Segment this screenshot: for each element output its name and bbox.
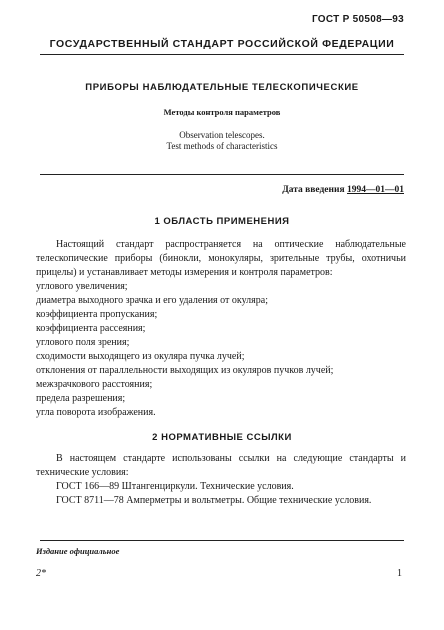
document-subtitle: Методы контроля параметров <box>163 107 281 117</box>
document-title-en: Observation telescopes. <box>179 130 265 140</box>
section-2-heading: 2 НОРМАТИВНЫЕ ССЫЛКИ <box>152 432 292 443</box>
section-2-intro: В настоящем стандарте использованы ссылки на следующие стандарты и технические условия: <box>36 453 406 478</box>
standard-type-heading: ГОСУДАРСТВЕННЫЙ СТАНДАРТ РОССИЙСКОЙ ФЕДЕРАЦИИ <box>49 38 395 50</box>
list-item: углового поля зрения; <box>36 337 130 348</box>
page-number: 1 <box>397 568 402 579</box>
header-rule-top <box>40 54 404 55</box>
list-item: углового увеличения; <box>36 281 128 292</box>
list-item: диаметра выходного зрачка и его удаления от окуляра; <box>36 295 268 306</box>
reference-item: ГОСТ 8711—78 Амперметры и вольтметры. Общие технические условия. <box>56 495 372 506</box>
signature-mark: 2* <box>36 568 46 579</box>
section-1-intro: Настоящий стандарт распространяется на оптические наблюдательные телескопические приборы (бинокли, монокуляры, зрительные трубы, охотничьи прицелы) и устанавливает методы измерения и контроля параметров: <box>36 239 406 278</box>
effective-date <box>282 185 404 195</box>
standard-code: ГОСТ Р 50508—93 <box>311 14 404 25</box>
list-item: отклонения от параллельности выходящих из окуляров пучков лучей; <box>36 365 334 376</box>
document-title: ПРИБОРЫ НАБЛЮДАТЕЛЬНЫЕ ТЕЛЕСКОПИЧЕСКИЕ <box>85 82 359 93</box>
reference-item: ГОСТ 166—89 Штангенциркули. Технические условия. <box>56 481 294 492</box>
list-item: угла поворота изображения. <box>36 407 156 418</box>
section-1-body <box>36 238 406 420</box>
effective-date-label: Дата введения <box>282 185 345 195</box>
list-item: межзрачкового расстояния; <box>36 379 153 390</box>
footer-rule <box>40 540 404 541</box>
official-edition-label: Издание официальное <box>36 546 120 556</box>
list-item: коэффициента рассеяния; <box>36 323 146 334</box>
list-item: коэффициента пропускания; <box>36 309 158 320</box>
list-item: предела разрешения; <box>36 393 126 404</box>
section-1-heading: 1 ОБЛАСТЬ ПРИМЕНЕНИЯ <box>154 216 290 227</box>
document-subtitle-en: Test methods of characteristics <box>166 141 278 151</box>
title-rule <box>40 174 404 175</box>
effective-date-value: 1994—01—01 <box>347 185 404 195</box>
list-item: сходимости выходящего из окуляра пучка лучей; <box>36 351 245 362</box>
section-2-body <box>36 452 406 508</box>
